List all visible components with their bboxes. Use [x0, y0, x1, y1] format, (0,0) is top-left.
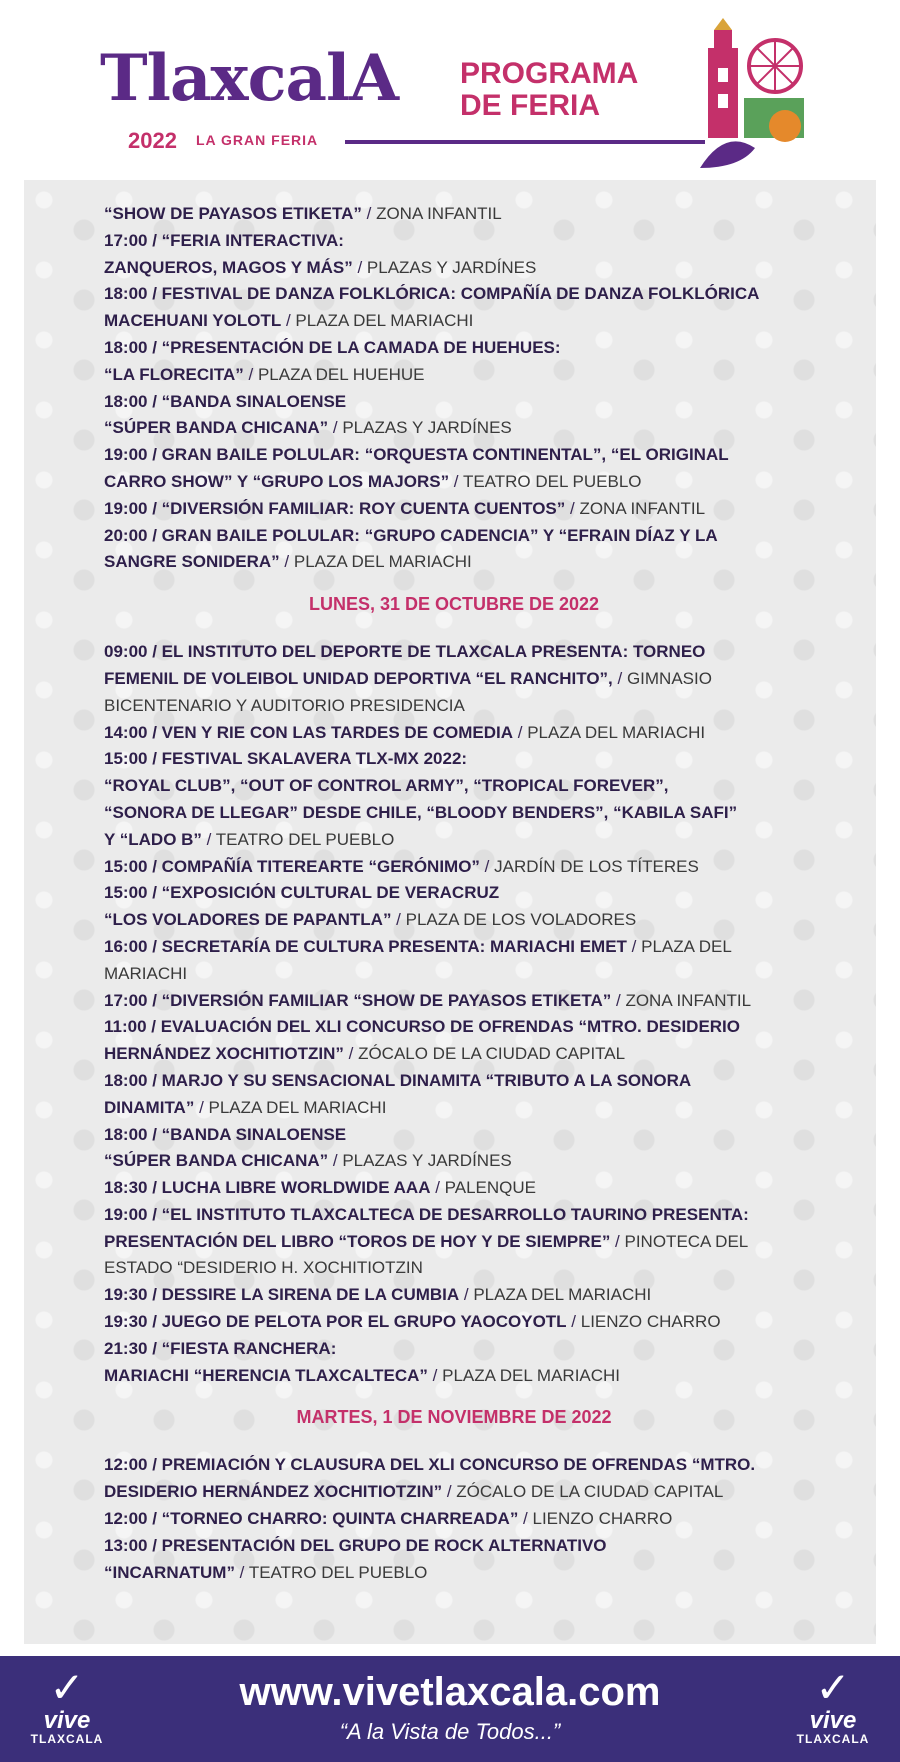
event-text: 18:00 / “BANDA SINALOENSE [104, 391, 347, 411]
event-location: ZONA INFANTIL [376, 204, 502, 223]
event-text: 19:00 / GRAN BAILE POLULAR: “ORQUESTA CONTINENTAL”, “EL ORIGINAL [104, 445, 729, 465]
event-text: “SÚPER BANDA CHICANA” [104, 1151, 329, 1171]
slogan: “A la Vista de Todos...” [339, 1719, 561, 1744]
schedule-line: PRESENTACIÓN DEL LIBRO “TOROS DE HOY Y DE SIEMPRE” / PINOTECA DEL [104, 1231, 749, 1251]
event-text: 12:00 / “TORNEO CHARRO: QUINTA CHARREADA” [104, 1509, 519, 1529]
event-location: PLAZAS Y JARDÍNES [342, 418, 512, 438]
event-text: 13:00 / PRESENTACIÓN DEL GRUPO DE ROCK ALTERNATIVO [104, 1535, 607, 1555]
schedule-line [104, 961, 804, 988]
event-text: 18:00 / MARJO Y SU SENSACIONAL DINAMITA “TRIBUTO A LA SONORA [104, 1070, 692, 1090]
programa-title [460, 58, 638, 122]
event-text: “SÚPER BANDA CHICANA” [104, 418, 329, 438]
schedule-line: ZANQUEROS, MAGOS Y MÁS” / PLAZAS Y JARDÍNES [104, 257, 537, 277]
programa-line-1: PROGRAMA [460, 57, 639, 90]
event-text: MARIACHI “HERENCIA TLAXCALTECA” [104, 1365, 428, 1385]
schedule-line [104, 1122, 804, 1149]
schedule-content [104, 201, 804, 1586]
schedule-line: 18:30 / LUCHA LIBRE WORLDWIDE AAA / PALENQUE [104, 1178, 536, 1198]
programa-line-2: DE FERIA [460, 89, 601, 122]
event-text: 19:00 / “DIVERSIÓN FAMILIAR: ROY CUENTA CUENTOS” [104, 498, 566, 518]
event-location: PLAZA DEL MARIACHI [293, 552, 472, 572]
event-text: DESIDERIO HERNÁNDEZ XOCHITIOTZIN” [104, 1482, 443, 1502]
schedule-line [104, 746, 804, 773]
schedule-line [104, 773, 804, 800]
vive-tlaxcala: TLAXCALA [796, 1732, 870, 1746]
brand-divider [345, 140, 705, 144]
event-text: 19:30 / DESSIRE LA SIRENA DE LA CUMBIA [104, 1285, 460, 1305]
event-location: ZONA INFANTIL [579, 498, 706, 518]
event-text: 11:00 / EVALUACIÓN DEL XLI CONCURSO DE OFRENDAS “MTRO. DESIDERIO [104, 1017, 741, 1037]
schedule-line [104, 442, 804, 469]
event-location: TEATRO DEL PUEBLO [215, 829, 395, 849]
schedule-line: DESIDERIO HERNÁNDEZ XOCHITIOTZIN” / ZÓCALO DE LA CIUDAD CAPITAL [104, 1482, 724, 1502]
schedule-line [104, 1202, 804, 1229]
event-location: GIMNASIO [626, 668, 712, 688]
event-text: 15:00 / COMPAÑÍA TITEREARTE “GERÓNIMO” [104, 856, 480, 876]
schedule-line [104, 523, 804, 550]
event-location: TEATRO DEL PUEBLO [462, 471, 642, 491]
event-text: 18:00 / “PRESENTACIÓN DE LA CAMADA DE HUEHUES: [104, 337, 561, 357]
schedule-line [104, 693, 804, 720]
event-text: MACEHUANI YOLOTL [104, 311, 282, 331]
event-text: SANGRE SONIDERA” [104, 552, 280, 572]
event-location: TEATRO DEL PUEBLO [248, 1562, 428, 1582]
event-text: HERNÁNDEZ XOCHITIOTZIN” [104, 1044, 344, 1064]
event-text: 19:30 / JUEGO DE PELOTA POR EL GRUPO YAOCOYOTL [104, 1312, 567, 1332]
event-location: PLAZAS Y JARDÍNES [342, 1151, 512, 1171]
brand-year: 2022 [128, 128, 177, 153]
event-location: PLAZA DE LOS VOLADORES [405, 910, 637, 930]
vive-check-icon: ✓ [49, 1663, 85, 1712]
event-location: PLAZA DEL MARIACHI [295, 311, 474, 331]
schedule-line: CARRO SHOW” Y “GRUPO LOS MAJORS” / TEATRO DEL PUEBLO [104, 471, 642, 491]
event-text: “LOS VOLADORES DE PAPANTLA” [104, 910, 392, 930]
event-location: ZONA INFANTIL [625, 990, 752, 1010]
schedule-line: 16:00 / SECRETARÍA DE CULTURA PRESENTA: MARIACHI EMET / PLAZA DEL [104, 936, 732, 956]
event-location: ESTADO “DESIDERIO H. XOCHITIOTZIN [104, 1258, 423, 1278]
event-location: LIENZO CHARRO [580, 1312, 721, 1332]
event-location: JARDÍN DE LOS TÍTERES [494, 856, 699, 876]
event-text: 18:00 / FESTIVAL DE DANZA FOLKLÓRICA: COMPAÑÍA DE DANZA FOLKLÓRICA [104, 284, 760, 304]
schedule-line: 19:30 / DESSIRE LA SIRENA DE LA CUMBIA / PLAZA DEL MARIACHI [104, 1285, 652, 1305]
schedule-line: MARIACHI “HERENCIA TLAXCALTECA” / PLAZA DEL MARIACHI [104, 1365, 621, 1385]
event-location: PLAZA DEL MARIACHI [527, 722, 706, 742]
schedule-line: 12:00 / “TORNEO CHARRO: QUINTA CHARREADA” / LIENZO CHARRO [104, 1509, 673, 1529]
schedule-line: “SHOW DE PAYASOS ETIKETA” / ZONA INFANTIL [104, 204, 502, 223]
schedule-line: SANGRE SONIDERA” / PLAZA DEL MARIACHI [104, 552, 472, 572]
event-text: 12:00 / PREMIACIÓN Y CLAUSURA DEL XLI CONCURSO DE OFRENDAS “MTRO. [104, 1455, 756, 1475]
schedule-line [104, 1014, 804, 1041]
event-text: PRESENTACIÓN DEL LIBRO “TOROS DE HOY Y DE SIEMPRE” [104, 1231, 611, 1251]
schedule-line: “INCARNATUM” / TEATRO DEL PUEBLO [104, 1562, 428, 1582]
schedule-line: DINAMITA” / PLAZA DEL MARIACHI [104, 1097, 387, 1117]
event-text: 21:30 / “FIESTA RANCHERA: [104, 1338, 337, 1358]
event-text: ZANQUEROS, MAGOS Y MÁS” [104, 257, 353, 277]
event-text: Y “LADO B” [104, 829, 202, 849]
fair-illustration-icon [700, 18, 810, 168]
vive-check-icon: ✓ [815, 1663, 851, 1712]
brand-subtitle: LA GRAN FERIA [196, 132, 319, 148]
schedule-line [104, 1533, 804, 1560]
event-text: 19:00 / “EL INSTITUTO TLAXCALTECA DE DESARROLLO TAURINO PRESENTA: [104, 1204, 749, 1224]
vive-word: vive [809, 1707, 857, 1734]
schedule-list-lunes [104, 639, 804, 1389]
day-heading-lunes: LUNES, 31 DE OCTUBRE DE 2022 [308, 594, 600, 615]
vive-tlaxcala: TLAXCALA [30, 1732, 104, 1746]
event-text: 15:00 / FESTIVAL SKALAVERA TLX-MX 2022: [104, 749, 468, 769]
schedule-list-top [104, 201, 804, 576]
day-heading-martes: MARTES, 1 DE NOVIEMBRE DE 2022 [296, 1407, 612, 1428]
event-location: BICENTENARIO Y AUDITORIO PRESIDENCIA [104, 695, 465, 715]
event-text: 14:00 / VEN Y RIE CON LAS TARDES DE COMEDIA [104, 722, 514, 742]
event-location: PLAZA DEL HUEHUE [257, 364, 425, 384]
event-location: ZÓCALO DE LA CIUDAD CAPITAL [358, 1044, 626, 1064]
schedule-line: 15:00 / COMPAÑÍA TITEREARTE “GERÓNIMO” / JARDÍN DE LOS TÍTERES [104, 856, 699, 876]
event-text: “SONORA DE LLEGAR” DESDE CHILE, “BLOODY BENDERS”, “KABILA SAFI” [104, 802, 738, 822]
schedule-line [104, 1255, 804, 1282]
schedule-line [104, 800, 804, 827]
brand-logo [100, 41, 460, 154]
brand-title: TlaxcalA [100, 41, 398, 116]
event-location: PLAZA DEL [641, 936, 732, 956]
schedule-line: “SÚPER BANDA CHICANA” / PLAZAS Y JARDÍNES [104, 1151, 512, 1171]
event-text: “LA FLORECITA” [104, 364, 244, 384]
vive-logo-right [788, 1663, 878, 1756]
schedule-line [104, 228, 804, 255]
vive-word: vive [43, 1707, 91, 1734]
event-text: 20:00 / GRAN BAILE POLULAR: “GRUPO CADENCIA” Y “EFRAIN DÍAZ Y LA [104, 525, 718, 545]
schedule-line: 14:00 / VEN Y RIE CON LAS TARDES DE COMEDIA / PLAZA DEL MARIACHI [104, 722, 706, 742]
footer [0, 1656, 900, 1762]
schedule-line: 19:00 / “DIVERSIÓN FAMILIAR: ROY CUENTA CUENTOS” / ZONA INFANTIL [104, 498, 706, 518]
event-location: PLAZAS Y JARDÍNES [366, 257, 537, 277]
event-location: MARIACHI [104, 963, 188, 983]
event-text: “INCARNATUM” [104, 1562, 235, 1582]
schedule-line [104, 1452, 804, 1479]
schedule-line: “LOS VOLADORES DE PAPANTLA” / PLAZA DE LOS VOLADORES [104, 910, 637, 930]
schedule-line [104, 880, 804, 907]
event-text: 09:00 / EL INSTITUTO DEL DEPORTE DE TLAXCALA PRESENTA: TORNEO [104, 642, 706, 662]
website-link[interactable]: www.vivetlaxcala.com [239, 1670, 661, 1714]
event-text: “ROYAL CLUB”, “OUT OF CONTROL ARMY”, “TROPICAL FOREVER”, [104, 776, 669, 796]
schedule-line: FEMENIL DE VOLEIBOL UNIDAD DEPORTIVA “EL RANCHITO”, / GIMNASIO [104, 668, 712, 688]
event-text: 16:00 / SECRETARÍA DE CULTURA PRESENTA: MARIACHI EMET [104, 936, 627, 956]
schedule-line [104, 1336, 804, 1363]
event-location: PLAZA DEL MARIACHI [208, 1097, 387, 1117]
event-location: PLAZA DEL MARIACHI [473, 1285, 652, 1305]
event-location: ZÓCALO DE LA CIUDAD CAPITAL [456, 1482, 724, 1502]
schedule-line: “SÚPER BANDA CHICANA” / PLAZAS Y JARDÍNES [104, 418, 512, 438]
event-text: 18:30 / LUCHA LIBRE WORLDWIDE AAA [104, 1178, 431, 1198]
schedule-line: MACEHUANI YOLOTL / PLAZA DEL MARIACHI [104, 311, 474, 331]
vive-logo-left [22, 1663, 112, 1756]
event-text: “SHOW DE PAYASOS ETIKETA” [104, 204, 362, 223]
schedule-line [104, 389, 804, 416]
schedule-line [104, 1068, 804, 1095]
event-location: PLAZA DEL MARIACHI [442, 1365, 621, 1385]
event-text: 15:00 / “EXPOSICIÓN CULTURAL DE VERACRUZ [104, 883, 500, 903]
event-location: PINOTECA DEL [624, 1231, 749, 1251]
schedule-line: Y “LADO B” / TEATRO DEL PUEBLO [104, 829, 395, 849]
event-location: LIENZO CHARRO [532, 1509, 673, 1529]
schedule-line: “LA FLORECITA” / PLAZA DEL HUEHUE [104, 364, 425, 384]
event-text: 17:00 / “FERIA INTERACTIVA: [104, 230, 344, 250]
event-text: CARRO SHOW” Y “GRUPO LOS MAJORS” [104, 471, 450, 491]
schedule-line: HERNÁNDEZ XOCHITIOTZIN” / ZÓCALO DE LA CIUDAD CAPITAL [104, 1044, 626, 1064]
schedule-line [104, 335, 804, 362]
event-text: 17:00 / “DIVERSIÓN FAMILIAR “SHOW DE PAYASOS ETIKETA” [104, 990, 612, 1010]
header [0, 0, 900, 180]
schedule-list-martes [104, 1452, 804, 1586]
schedule-line: 19:30 / JUEGO DE PELOTA POR EL GRUPO YAOCOYOTL / LIENZO CHARRO [104, 1312, 721, 1332]
schedule-line: 17:00 / “DIVERSIÓN FAMILIAR “SHOW DE PAYASOS ETIKETA” / ZONA INFANTIL [104, 990, 752, 1010]
event-text: 18:00 / “BANDA SINALOENSE [104, 1124, 347, 1144]
event-text: DINAMITA” [104, 1097, 195, 1117]
schedule-line [104, 281, 804, 308]
event-text: FEMENIL DE VOLEIBOL UNIDAD DEPORTIVA “EL RANCHITO”, [104, 668, 613, 688]
event-location: PALENQUE [444, 1178, 536, 1198]
schedule-line [104, 639, 804, 666]
